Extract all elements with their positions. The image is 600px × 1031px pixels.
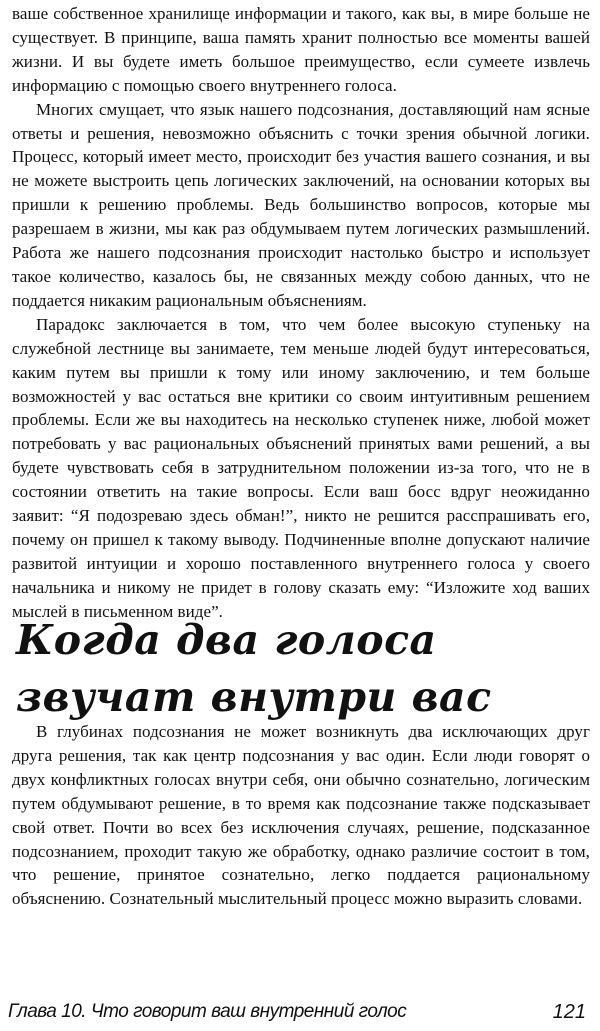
section-heading: Когда два голоса звучат внутри вас [16, 616, 492, 721]
paragraph-subconscious-language: Многих смущает, что язык нашего подсознания, доставляющий нам ясные ответы и решения, невозможно объяснить с точки зрения обычной логики. Процесс, который имеет место, происходит без участия вашего сознания, и вы не можете выстроить цепь логических заключений, на основании которых вы пришли к решению проблемы. Ведь большинство вопросов, которые мы разрешаем в жизни, мы как раз обдумываем путем логических размышлений. Работа же нашего подсознания происходит настолько быстро и использует такое количество, казалось бы, не связанных между собою данных, что не поддается никаким рациональным объяснениям. [12, 99, 590, 310]
paragraph-continuation: ваше собственное хранилище информации и такого, как вы, в мире больше не существует. В принципе, ваша память хранит полностью все моменты вашей жизни. И вы будете иметь большое преимущество, если сумеете извлечь информацию с помощью своего внутреннего голоса. [12, 4, 590, 95]
running-footer-chapter-title: Глава 10. Что говорит ваш внутренний голос [8, 1001, 407, 1022]
page-footer [8, 999, 586, 1025]
page-number: 121 [552, 1001, 586, 1023]
body-text-bottom [12, 720, 590, 911]
paragraph-two-voices: В глубинах подсознания не может возникнуть два исключающих друг друга решения, так как центр подсознания у вас один. Если люди говорят о двух конфликтных голосах внутри себя, они обычно сознательно, логическим путем обдумывают решение, в то время как подсознание также подсказывает свой ответ. Почти во всех без исключения случаях, решение, подсказанное подсознанием, проходит такую же обработку, однако различие состоит в том, что решение, принятое сознательно, легко поддается рациональному объяснению. Сознательный мыслительный процесс можно выразить словами. [12, 722, 590, 909]
paragraph-paradox: Парадокс заключается в том, что чем более высокую ступеньку на служебной лестнице вы занимаете, тем меньше людей будут интересоваться, каким путем вы пришли к тому или иному заключению, и тем больше возможностей у вас остаться вне критики со своим интуитивным решением проблемы. Если же вы находитесь на несколько ступенек ниже, любой может потребовать у вас рациональных объяснений принятых вами решений, а вы будете чувствовать себя в затруднительном положении из-за того, что не в состоянии ответить на такие вопросы. Если ваш босс вдруг неожиданно заявит: “Я подозреваю здесь обман!”, никто не решится расспрашивать его, почему он пришел к такому выводу. Подчиненные вполне допускают наличие развитой интуиции и хорошо поставленного внутреннего голоса у своего начальника и никому не придет в голову сказать ему: “Изложите ход ваших мыслей в письменном виде”. [12, 314, 590, 621]
body-text-top [12, 2, 590, 624]
